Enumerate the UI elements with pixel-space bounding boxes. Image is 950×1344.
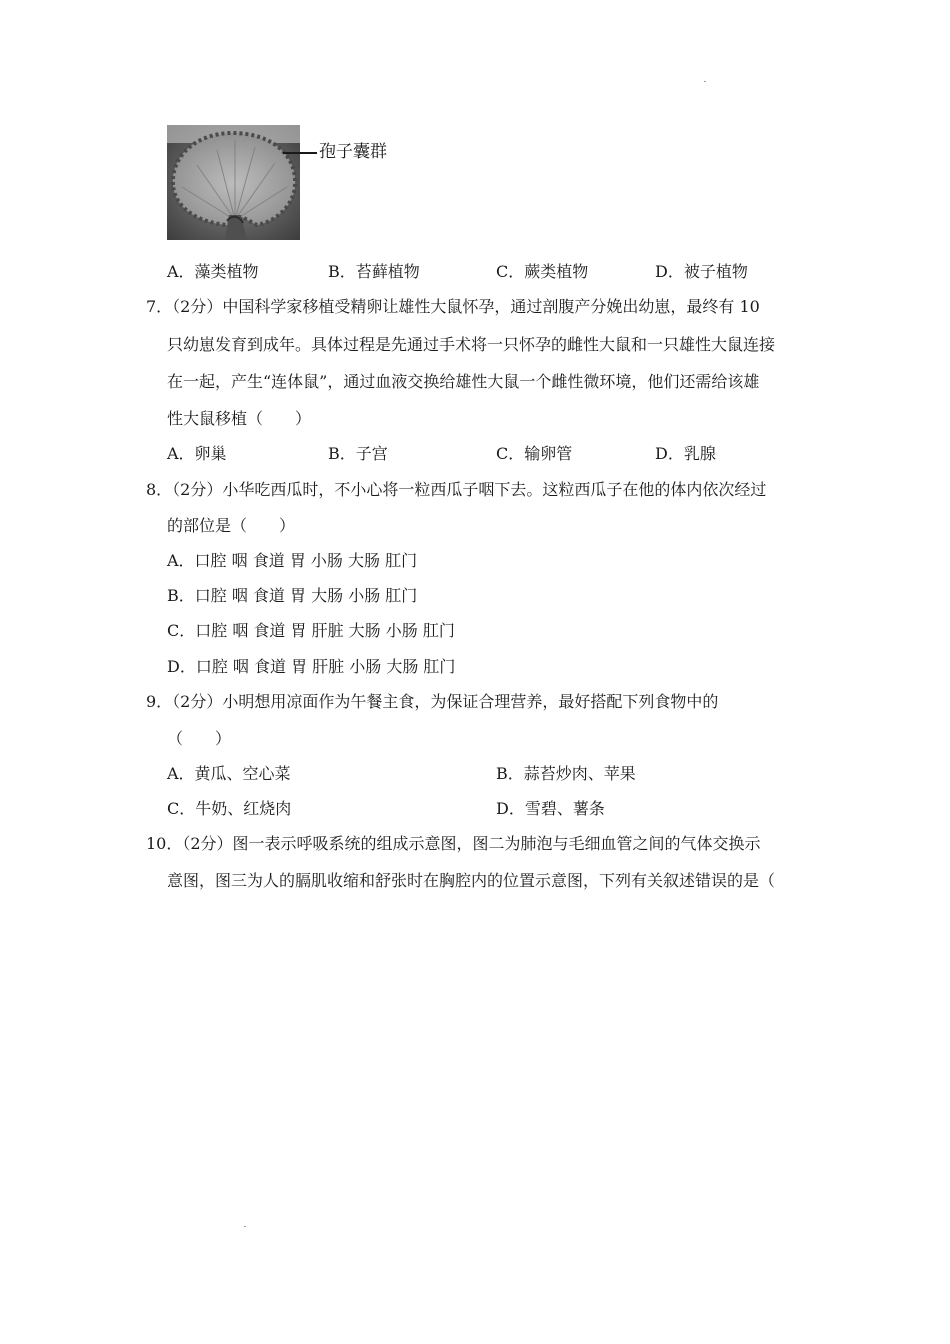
scan-mark-bottom — [244, 1226, 246, 1227]
q10-stem-line-2: 意图，图三为人的膈肌收缩和舒张时在胸腔内的位置示意图，下列有关叙述错误的是（ — [167, 871, 776, 890]
q7-stem-line-4: 性大鼠移植（ ） — [167, 409, 312, 428]
q8-stem-line-1: 8．（2分）小华吃西瓜时，不小心将一粒西瓜子咽下去。这粒西瓜子在他的体内依次经过 — [146, 480, 767, 499]
figure-label: 孢子囊群 — [319, 142, 387, 162]
q7-option-b: B．子宫 — [328, 444, 388, 463]
q9-option-d: D．雪碧、薯条 — [496, 799, 605, 818]
q7-stem-line-2: 只幼崽发育到成年。具体过程是先通过手术将一只怀孕的雌性大鼠和一只雄性大鼠连接 — [167, 335, 776, 354]
q8-option-b: B．口腔 咽 食道 胃 大肠 小肠 肛门 — [167, 586, 418, 605]
q6-option-c: C．蕨类植物 — [496, 262, 589, 281]
q9-option-a: A．黄瓜、空心菜 — [167, 764, 291, 783]
q7-option-d: D．乳腺 — [655, 444, 716, 463]
q8-option-d: D．口腔 咽 食道 胃 肝脏 小肠 大肠 肛门 — [167, 657, 456, 676]
q7-option-a: A．卵巢 — [167, 444, 227, 463]
fern-leaf-image — [167, 125, 300, 240]
q7-stem-line-3: 在一起，产生“连体鼠”，通过血液交换给雄性大鼠一个雌性微环境，他们还需给该雄 — [167, 372, 760, 391]
q6-option-b: B．苔藓植物 — [328, 262, 420, 281]
q10-stem-line-1: 10．（2分）图一表示呼吸系统的组成示意图，图二为肺泡与毛细血管之间的气体交换示 — [146, 834, 761, 853]
q6-option-d: D．被子植物 — [655, 262, 748, 281]
q9-option-c: C．牛奶、红烧肉 — [167, 799, 292, 818]
q9-stem-line-1: 9．（2分）小明想用凉面作为午餐主食，为保证合理营养，最好搭配下列食物中的 — [146, 692, 719, 711]
fern-leaf-illustration — [167, 125, 300, 240]
q8-option-c: C．口腔 咽 食道 胃 肝脏 大肠 小肠 肛门 — [167, 621, 455, 640]
q8-option-a: A．口腔 咽 食道 胃 小肠 大肠 肛门 — [167, 551, 418, 570]
q9-stem-line-2: （ ） — [167, 729, 232, 748]
scan-mark-top — [704, 81, 706, 82]
q7-stem-line-1: 7．（2分）中国科学家移植受精卵让雄性大鼠怀孕，通过剖腹产分娩出幼崽，最终有 10 — [146, 297, 760, 316]
q9-option-b: B．蒜苔炒肉、苹果 — [496, 764, 636, 783]
q6-option-a: A．藻类植物 — [167, 262, 259, 281]
q8-stem-line-2: 的部位是（ ） — [167, 516, 296, 535]
q7-option-c: C．输卵管 — [496, 444, 573, 463]
